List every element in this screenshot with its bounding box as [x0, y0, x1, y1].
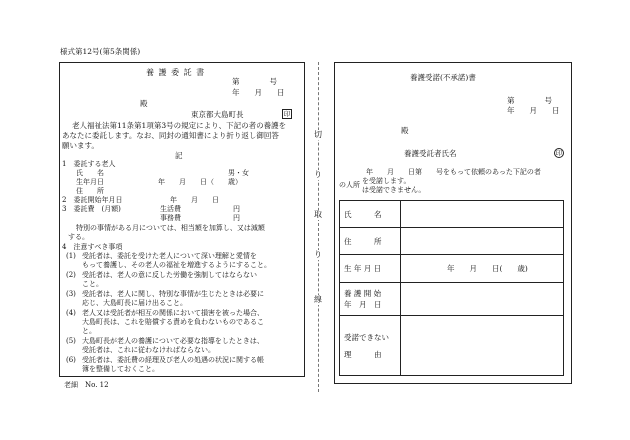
ki-heading: 記: [175, 151, 183, 160]
acceptor-name-label: 養護受託者氏名: [404, 149, 457, 158]
note-3-line-1: 受託者は、老人に関し、特別な事情が生じたときは必要に: [82, 290, 264, 298]
acceptance-title: 養護受諾(不承諾)書: [410, 73, 476, 82]
table-birth-value[interactable]: 年 月 日( 歳): [401, 255, 564, 283]
consignment-title: 養 護 委 託 書: [146, 68, 206, 77]
living-cost-label: 生活費: [160, 205, 181, 213]
name-label: 氏 名: [76, 169, 104, 177]
note-6-line-2: 簿を整備しておくこと。: [82, 365, 159, 373]
note-2-line-2: こと。: [82, 280, 103, 288]
table-reason-label-1: 受諾できない: [344, 332, 389, 342]
side-label: の人所: [339, 181, 360, 189]
table-reason-field[interactable]: [401, 316, 564, 376]
birth-value: 年 月 日（ 歳）: [158, 178, 242, 186]
table-name-label: 氏 名: [340, 201, 401, 228]
note-4-line-2: 大島町長は、これを賠償する責めを負わないものであるこ: [82, 318, 264, 326]
cut-line: [318, 62, 319, 392]
cut-char-2: り: [314, 170, 322, 179]
left-addressee-suffix: 殿: [140, 99, 148, 108]
cut-char-3: 取: [314, 210, 322, 219]
living-cost-yen: 円: [233, 205, 240, 213]
special-note-line-1: 特別の事情がある月については、相当額を加算し、又は減額: [76, 224, 265, 232]
right-number-line: 第 号: [507, 96, 552, 105]
table-start-label-1: 養 護 開 始: [344, 289, 382, 298]
note-4-num: (4): [66, 309, 76, 317]
item1-heading: 1 委託する老人: [62, 160, 116, 168]
office-cost-yen: 円: [233, 214, 240, 222]
acceptor-seal-icon: 印: [555, 149, 563, 157]
form-number-label: 様式第12号(第5条関係): [60, 47, 141, 56]
consign-body-line-1: 老人福祉法第11条第1項第3号の規定により、下記の者の養護を: [72, 121, 287, 130]
item3-heading: 3 委託費 (月額): [62, 205, 121, 213]
cut-char-4: り: [314, 250, 322, 259]
item2-heading: 2 委託開始年月日: [62, 196, 123, 204]
special-note-line-2: する。: [68, 233, 89, 241]
accept-line: を受諾します。: [362, 177, 411, 185]
reject-line: は受諾できません。: [362, 186, 426, 194]
gender-label: 男・女: [228, 169, 249, 177]
note-3-line-2: 応じ、大島町長に届け出ること。: [82, 299, 187, 307]
note-1-line-2: もって養護し、その老人の福祉を増進するようにすること。: [82, 261, 271, 269]
consign-body-line-3: 願います。: [62, 141, 99, 150]
table-address-field[interactable]: [401, 228, 564, 255]
office-cost-label: 事務費: [160, 214, 181, 222]
cut-char-5: 線: [314, 295, 322, 304]
request-line: 年 月 日第 号をもって依頼のあった下記の者: [366, 168, 541, 176]
footer-code: 老細 No. 12: [64, 381, 109, 389]
note-3-num: (3): [66, 290, 76, 298]
issuer-name: 東京都大島町長: [191, 110, 244, 119]
note-2-num: (2): [66, 271, 76, 279]
note-5-line-2: 受託者は、これに従わなければならない。: [82, 346, 215, 354]
table-reason-label-2: 理 由: [344, 349, 382, 359]
note-5-num: (5): [66, 337, 76, 345]
note-4-line-1: 老人又は受託者が相互の関係において損害を被った場合、: [82, 309, 264, 317]
right-date-line: 年 月 日: [507, 106, 560, 115]
table-reason-label: [340, 316, 401, 376]
consign-body-line-2: あなたに委託します。なお、同封の通知書により折り返し御回答: [62, 131, 279, 140]
table-address-label: 住 所: [340, 228, 401, 255]
note-4-line-3: と。: [82, 327, 96, 335]
right-addressee-suffix: 殿: [401, 126, 409, 135]
left-date-line: 年 月 日: [232, 88, 285, 97]
cut-char-1: 切: [314, 130, 322, 139]
table-start-label: [340, 283, 401, 316]
note-1-line-1: 受託者は、委託を受けた老人について深い理解と愛情を: [82, 252, 257, 260]
address-label: 住 所: [76, 187, 104, 195]
note-6-line-1: 受託者は、委託費の経理及び老人の処遇の状況に関する帳: [82, 356, 264, 364]
left-number-line: 第 号: [232, 77, 277, 86]
birth-label: 生年月日: [76, 178, 104, 186]
note-2-line-1: 受託者は、老人の意に反した労働を強制してはならない: [82, 271, 257, 279]
acceptance-table: [339, 200, 564, 376]
table-start-label-2: 年 月 日: [344, 300, 382, 309]
item4-heading: 4 注意すべき事項: [62, 243, 123, 251]
note-6-num: (6): [66, 356, 76, 364]
issuer-seal-icon: 印: [283, 110, 291, 118]
note-5-line-1: 大島町長が老人の養護について必要な指導をしたときは、: [82, 337, 264, 345]
note-1-num: (1): [66, 252, 76, 260]
table-birth-label: 生 年 月 日: [340, 255, 401, 283]
item2-date: 年 月 日: [170, 196, 219, 204]
table-start-field[interactable]: [401, 283, 564, 316]
table-name-field[interactable]: [401, 201, 564, 228]
